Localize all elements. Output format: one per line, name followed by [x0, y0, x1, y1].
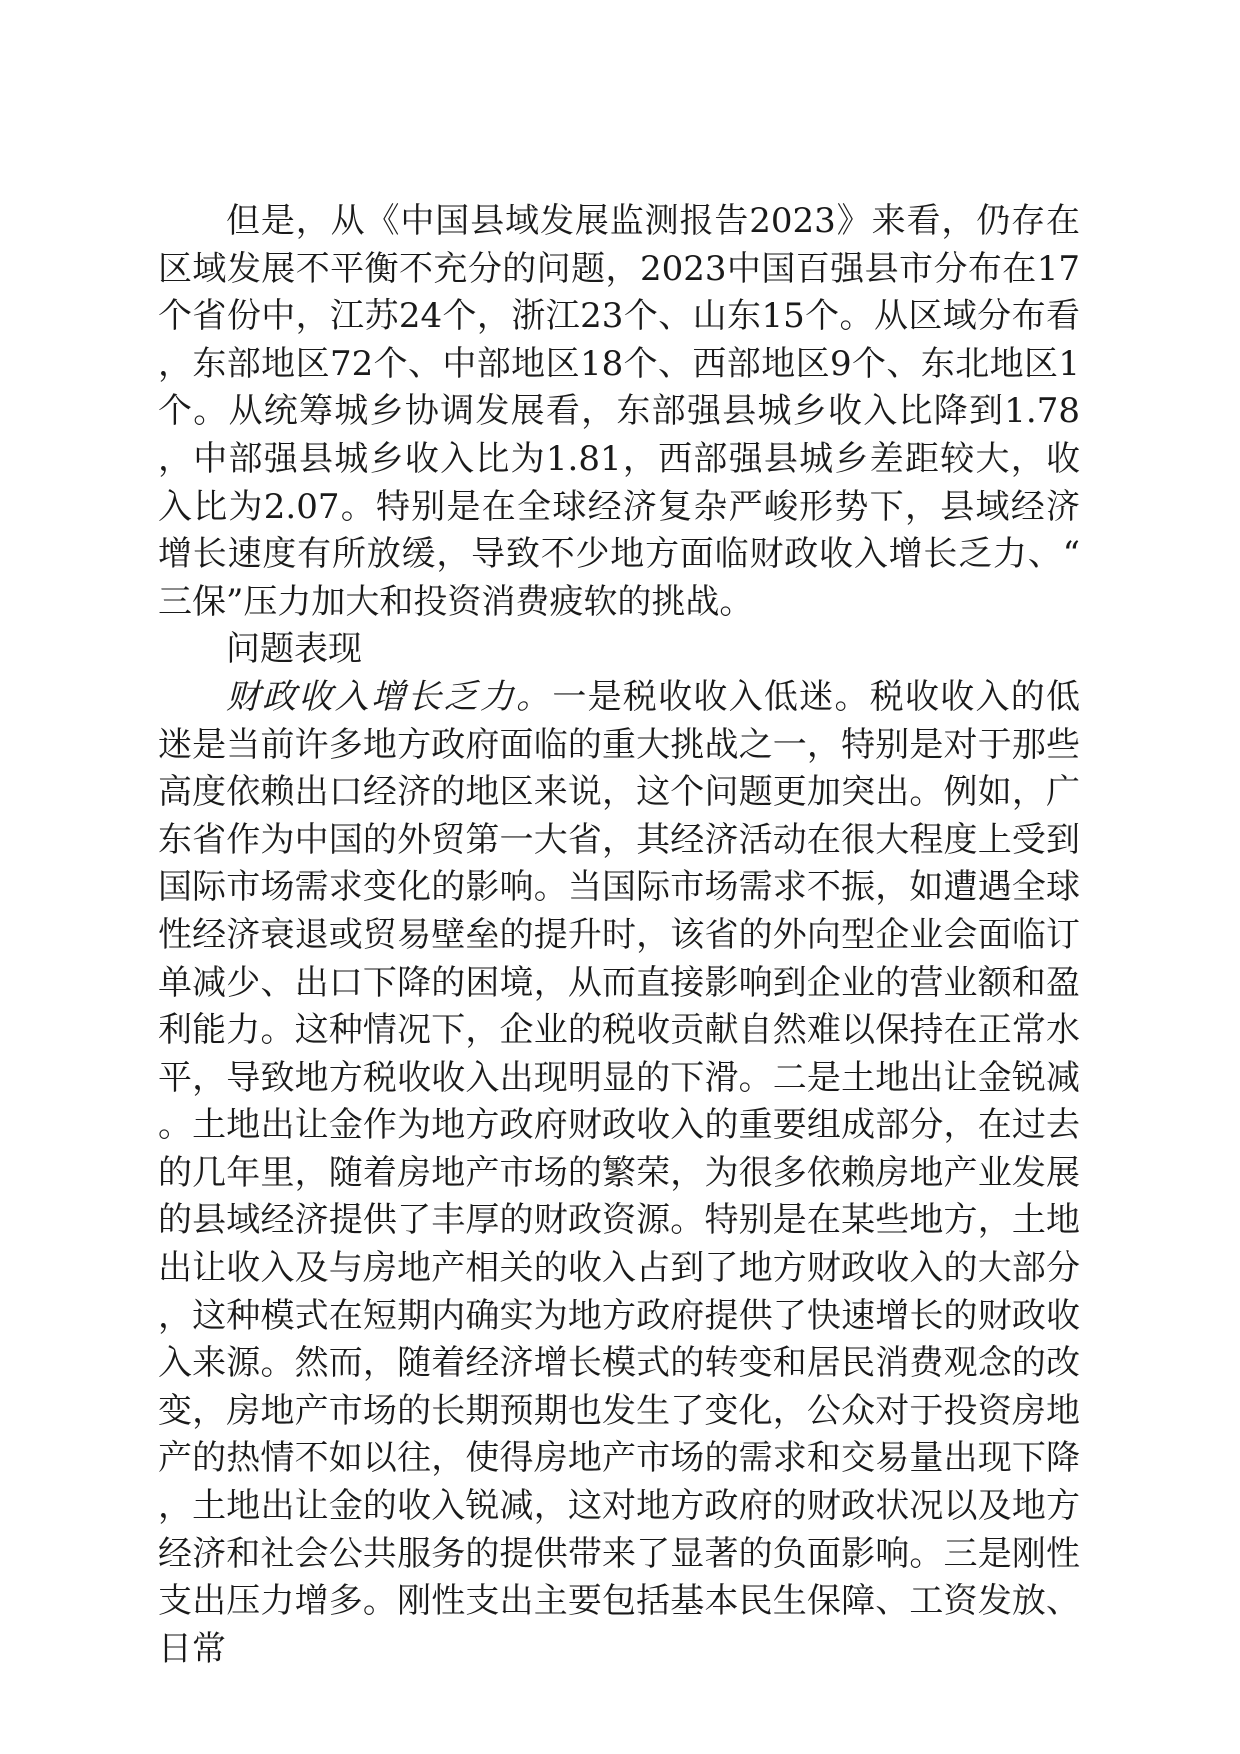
paragraph-regional-imbalance: 但是，从《中国县域发展监测报告2023》来看，仍存在区域发展不平衡不充分的问题，2023中国百强县市分布在17个省份中，江苏24个，浙江23个、山东15个。从区域分布看，东部地区72个、中部地区18个、西部地区9个、东北地区1个。从统筹城乡协调发展看，东部强县城乡收入比降到1.78，中部强县城乡收入比为1.81，西部强县城乡差距较大，收入比为2.07。特别是在全球经济复杂严峻形势下，县域经济增长速度有所放缓，导致不少地方面临财政收入增长乏力、“三保”压力加大和投资消费疲软的挑战。 — [158, 201, 1080, 622]
paragraph-body-text: 一是税收收入低迷。税收收入的低迷是当前许多地方政府面临的重大挑战之一，特别是对于那些高度依赖出口经济的地区来说，这个问题更加突出。例如，广东省作为中国的外贸第一大省，其经济活动在很大程度上受到国际市场需求变化的影响。当国际市场需求不振，如遭遇全球性经济衰退或贸易壁垒的提升时，该省的外向型企业会面临订单减少、出口下降的困境，从而直接影响到企业的营业额和盈利能力。这种情况下，企业的税收贡献自然难以保持在正常水平，导致地方税收收入出现明显的下滑。二是土地出让金锐减。土地出让金作为地方政府财政收入的重要组成部分，在过去的几年里，随着房地产市场的繁荣，为很多依赖房地产业发展的县域经济提供了丰厚的财政资源。特别是在某些地方，土地出让收入及与房地产相关的收入占到了地方财政收入的大部分，这种模式在短期内确实为地方政府提供了快速增长的财政收入来源。然而，随着经济增长模式的转变和居民消费观念的改变，房地产市场的长期预期也发生了变化，公众对于投资房地产的热情不如以往，使得房地产市场的需求和交易量出现下降，土地出让金的收入锐减，这对地方政府的财政状况以及地方经济和社会公共服务的提供带来了显著的负面影响。三是刚性支出压力增多。刚性支出主要包括基本民生保障、工资发放、日常 — [158, 676, 1081, 1669]
section-heading: 问题表现 — [226, 629, 362, 670]
document-body — [158, 198, 1080, 1673]
paragraph-fiscal-revenue — [158, 674, 1080, 1673]
paragraph-lead-phrase: 财政收入增长乏力。 — [226, 676, 553, 717]
